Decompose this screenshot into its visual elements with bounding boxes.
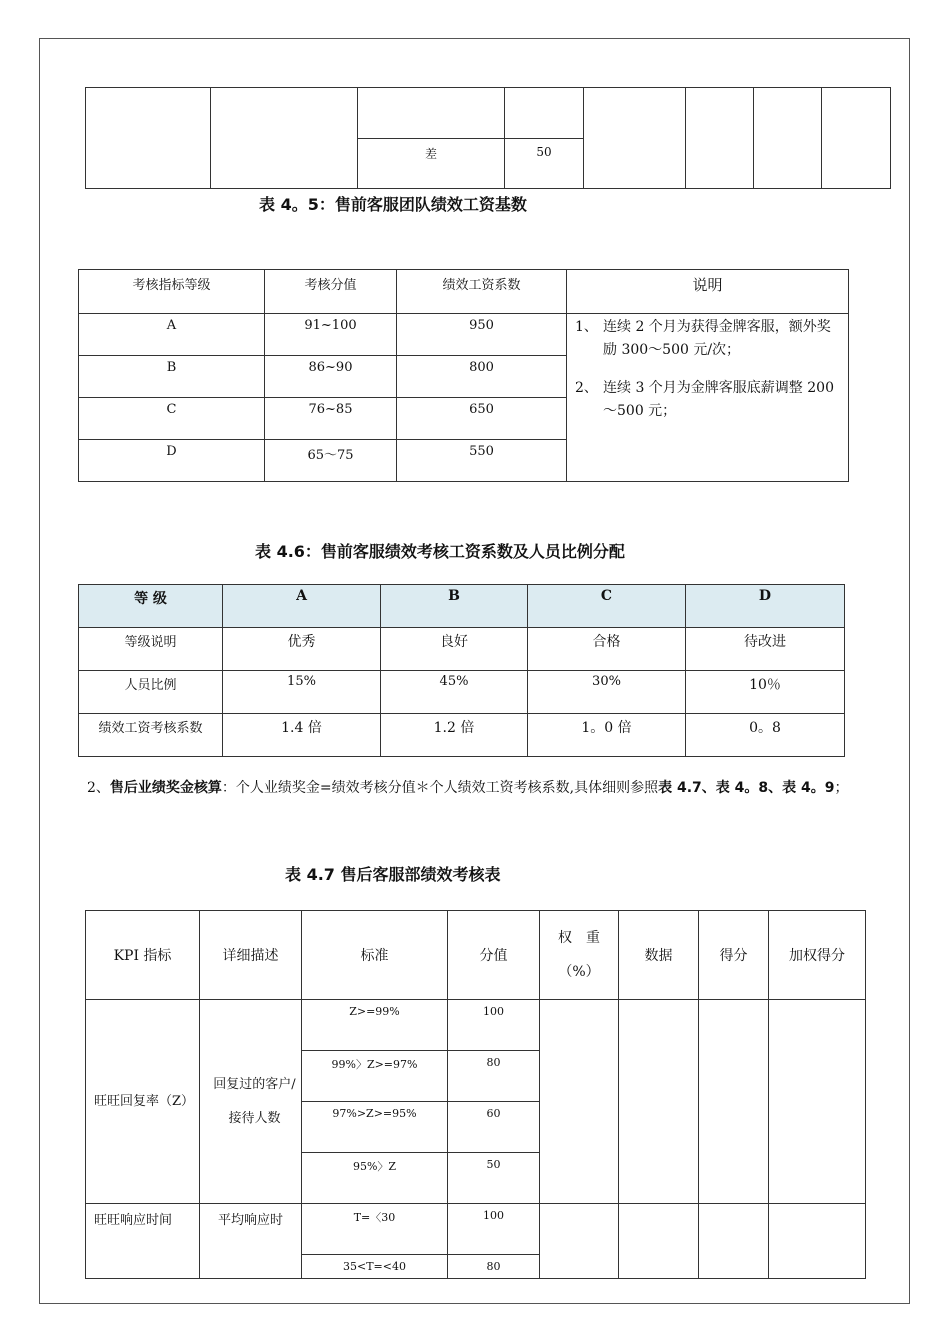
table45-cell: 65～75	[265, 440, 397, 482]
bonus-label: 售后业绩奖金核算	[109, 780, 222, 796]
score-cell: 100	[448, 1204, 540, 1255]
table46-cell: 0。8	[686, 714, 845, 757]
table46-header: A	[223, 585, 381, 628]
table45-cell: A	[79, 314, 265, 356]
table45-header: 考核分值	[265, 270, 397, 314]
bonus-paragraph: 2、售后业绩奖金核算：个人业绩奖金=绩效考核分值＊个人绩效工资考核系数,具体细则参照表 4.7、表 4。8、表 4。9；	[87, 780, 849, 796]
table45-cell: D	[79, 440, 265, 482]
score-cell: 80	[448, 1051, 540, 1102]
table46-cell: 1。0 倍	[528, 714, 686, 757]
table45-cell: 950	[397, 314, 567, 356]
note-item: 2、 连续 3 个月为金牌客服底薪调整 200～500 元；	[575, 380, 834, 419]
table46-header: C	[528, 585, 686, 628]
table47-header: 权 重（%）	[540, 911, 619, 1000]
table45-header: 绩效工资系数	[397, 270, 567, 314]
table46-header: 等 级	[79, 585, 223, 628]
table47-header: 加权得分	[769, 911, 866, 1000]
note-item: 1、 连续 2 个月为获得金牌客服，额外奖励 300～500 元/次；	[575, 319, 831, 358]
table45-cell: B	[79, 356, 265, 398]
table45-cell: 650	[397, 398, 567, 440]
table46-cell: 1.4 倍	[223, 714, 381, 757]
continued-table	[85, 87, 891, 189]
table46-header: D	[686, 585, 845, 628]
score-cell: 100	[448, 1000, 540, 1051]
standard-cell: T=〈30	[302, 1204, 448, 1255]
table45-cell: C	[79, 398, 265, 440]
table46-cell: 合格	[528, 628, 686, 671]
table46-cell: 良好	[381, 628, 528, 671]
table47-header: 标准	[302, 911, 448, 1000]
grade-cell: 差	[358, 139, 505, 189]
table46-cell: 等级说明	[79, 628, 223, 671]
table45-cell: 800	[397, 356, 567, 398]
table45-cell: 550	[397, 440, 567, 482]
score-cell: 50	[448, 1153, 540, 1204]
table47-header: 分值	[448, 911, 540, 1000]
table45-header: 说明	[567, 270, 849, 314]
table46-cell: 30%	[528, 671, 686, 714]
table46-cell: 1.2 倍	[381, 714, 528, 757]
table46-cell: 人员比例	[79, 671, 223, 714]
table47	[85, 910, 866, 1279]
standard-cell: 97%>Z>=95%	[302, 1102, 448, 1153]
table45-cell: 76~85	[265, 398, 397, 440]
table47-header: 数据	[619, 911, 699, 1000]
table46	[78, 584, 845, 757]
table46-header: B	[381, 585, 528, 628]
standard-cell: 95%〉Z	[302, 1153, 448, 1204]
table45-cell: 86~90	[265, 356, 397, 398]
table46-cell: 15%	[223, 671, 381, 714]
table46-cell: 待改进	[686, 628, 845, 671]
standard-cell: 99%〉Z>=97%	[302, 1051, 448, 1102]
table46-caption: 表 4.6：售前客服绩效考核工资系数及人员比例分配	[255, 542, 625, 561]
score-cell: 50	[505, 139, 584, 189]
table45-notes	[567, 314, 849, 482]
standard-cell: 35<T=<40	[302, 1255, 448, 1279]
table47-header: KPI 指标	[86, 911, 200, 1000]
table46-cell: 10％	[686, 671, 845, 714]
kpi-description: 平均响应时	[200, 1204, 302, 1279]
table46-cell: 45%	[381, 671, 528, 714]
table47-caption: 表 4.7 售后客服部绩效考核表	[285, 865, 501, 884]
table47-header: 详细描述	[200, 911, 302, 1000]
table45-cell: 91~100	[265, 314, 397, 356]
kpi-name: 旺旺回复率（Z）	[86, 1000, 200, 1204]
table45-caption: 表 4。5：售前客服团队绩效工资基数	[259, 195, 527, 214]
table47-header: 得分	[699, 911, 769, 1000]
standard-cell: Z>=99%	[302, 1000, 448, 1051]
score-cell: 80	[448, 1255, 540, 1279]
table45-header: 考核指标等级	[79, 270, 265, 314]
table46-cell: 优秀	[223, 628, 381, 671]
kpi-description: 回复过的客户/接待人数	[200, 1000, 302, 1204]
table-refs: 表 4.7、表 4。8、表 4。9	[658, 780, 835, 796]
table45	[78, 269, 849, 482]
table46-cell: 绩效工资考核系数	[79, 714, 223, 757]
score-cell: 60	[448, 1102, 540, 1153]
kpi-name: 旺旺响应时间	[86, 1204, 200, 1279]
